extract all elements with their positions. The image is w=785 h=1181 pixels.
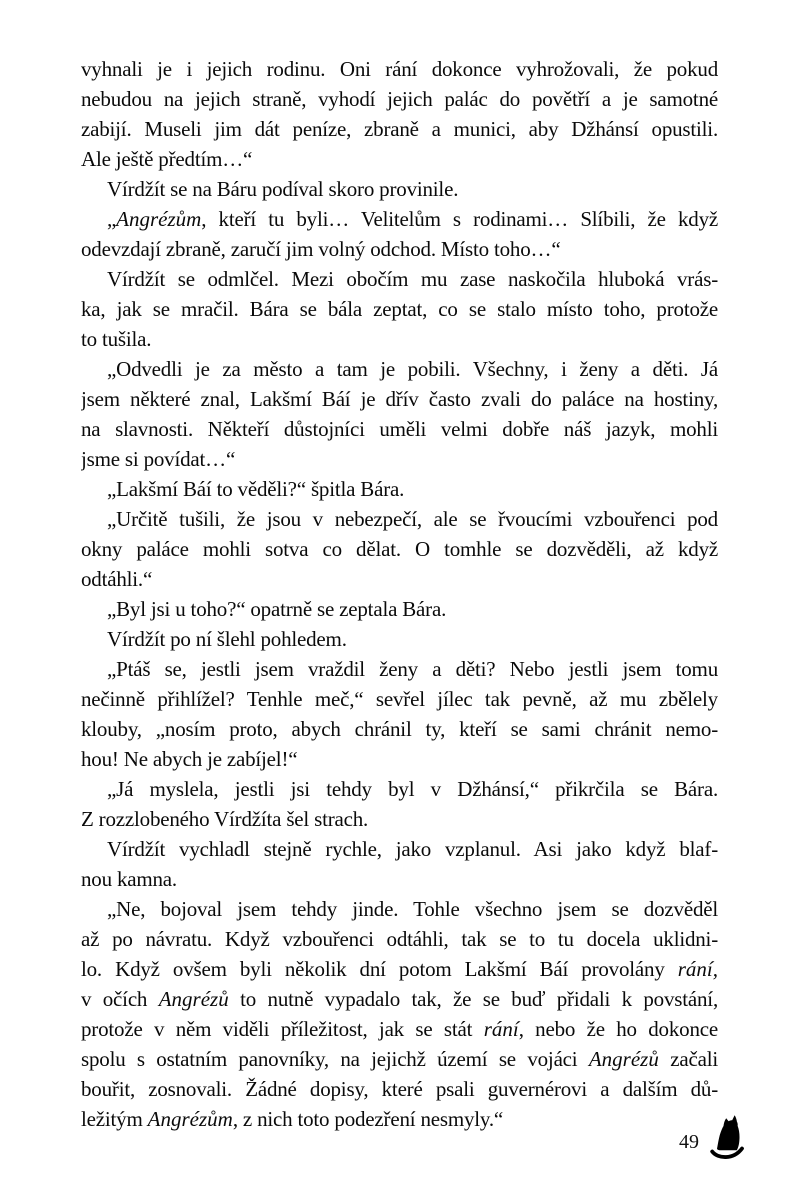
paragraph xyxy=(81,504,718,594)
text-line xyxy=(81,504,718,534)
paragraph xyxy=(81,774,718,834)
text-segment: na slavnosti. Někteří důstojníci uměli velmi dobře náš jazyk, mohli xyxy=(81,417,718,441)
text-line xyxy=(81,1014,718,1044)
paragraph xyxy=(81,594,718,624)
text-segment: odevzdají zbraně, zaručí jim volný odchod. Místo toho…“ xyxy=(81,237,561,261)
page-footer xyxy=(679,1112,745,1162)
text-line xyxy=(81,204,718,234)
text-line xyxy=(81,534,718,564)
text-segment: v očích xyxy=(81,987,159,1011)
text-segment: „Já myslela, jestli jsi tehdy byl v Džhánsí,“ přikrčila se Bára. xyxy=(107,777,718,801)
text-line xyxy=(81,894,718,924)
text-segment: „Určitě tušili, že jsou v nebezpečí, ale se řvoucími vzbouřenci pod xyxy=(107,507,718,531)
text-segment: ka, jak se mračil. Bára se bála zeptat, co se stalo místo toho, protože xyxy=(81,297,718,321)
text-segment: „Ptáš se, jestli jsem vraždil ženy a děti? Nebo jestli jsem tomu xyxy=(107,657,718,681)
text-segment: „Lakšmí Báí to věděli?“ špitla Bára. xyxy=(107,477,405,501)
paragraph xyxy=(81,354,718,474)
paragraph xyxy=(81,624,718,654)
text-segment: jsem některé znal, Lakšmí Báí je dřív často zvali do paláce na hostiny, xyxy=(81,387,718,411)
paragraph xyxy=(81,54,718,174)
text-segment: , z nich toto podezření nesmyly.“ xyxy=(232,1107,504,1131)
text-segment: lo. Když ovšem byli několik dní potom Lakšmí Báí provolány xyxy=(81,957,678,981)
text-line xyxy=(81,294,718,324)
text-line xyxy=(81,624,718,654)
text-segment: , nebo že ho dokonce xyxy=(518,1017,718,1041)
text-segment: odtáhli.“ xyxy=(81,567,153,591)
text-segment: Vírdžít vychladl stejně rychle, jako vzplanul. Asi jako když blaf- xyxy=(107,837,718,861)
text-line xyxy=(81,834,718,864)
text-line xyxy=(81,744,718,774)
text-line xyxy=(81,714,718,744)
text-line xyxy=(81,804,718,834)
cat-icon xyxy=(709,1114,745,1160)
paragraph xyxy=(81,474,718,504)
text-line xyxy=(81,954,718,984)
text-line xyxy=(81,414,718,444)
text-segment: vyhnali je i jejich rodinu. Oni rání dokonce vyhrožovali, že pokud xyxy=(81,57,718,81)
paragraph xyxy=(81,204,718,264)
paragraph xyxy=(81,834,718,894)
text-line xyxy=(81,594,718,624)
text-segment: bouřit, zosnovali. Žádné dopisy, které psali guvernérovi a dalším dů- xyxy=(81,1077,718,1101)
paragraph xyxy=(81,264,718,354)
italic-text: Angrézů xyxy=(158,987,229,1011)
text-segment: spolu s ostatním panovníky, na jejichž území se vojáci xyxy=(81,1047,589,1071)
text-line xyxy=(81,144,718,174)
paragraph xyxy=(81,174,718,204)
text-line xyxy=(81,354,718,384)
text-segment: „Odvedli je za město a tam je pobili. Všechny, i ženy a děti. Já xyxy=(107,357,718,381)
text-line xyxy=(81,84,718,114)
text-segment: Vírdžít se odmlčel. Mezi obočím mu zase naskočila hluboká vrás- xyxy=(107,267,718,291)
text-segment: Vírdžít po ní šlehl pohledem. xyxy=(107,627,347,651)
page-number: 49 xyxy=(679,1131,699,1153)
text-segment: začali xyxy=(658,1047,718,1071)
paragraph xyxy=(81,654,718,774)
text-segment: to nutně vypadalo tak, že se buď přidali k povstání, xyxy=(228,987,718,1011)
paragraph xyxy=(81,894,718,1134)
text-segment: to tušila. xyxy=(81,327,152,351)
text-line xyxy=(81,54,718,84)
text-line xyxy=(81,114,718,144)
text-segment: Ale ještě předtím…“ xyxy=(81,147,253,171)
text-line xyxy=(81,234,718,264)
text-segment: nebudou na jejich straně, vyhodí jejich palác do povětří a je samotné xyxy=(81,87,718,111)
text-segment: zabijí. Museli jim dát peníze, zbraně a munici, aby Džhánsí opustili. xyxy=(81,117,718,141)
text-segment: ležitým xyxy=(81,1107,148,1131)
text-segment: okny paláce mohli sotva co dělat. O tomhle se dozvěděli, až když xyxy=(81,537,718,561)
text-segment: „ xyxy=(107,207,117,231)
italic-text: rání, xyxy=(677,957,718,981)
text-line xyxy=(81,324,718,354)
text-line xyxy=(81,384,718,414)
text-segment: Vírdžít se na Báru podíval skoro provinile. xyxy=(107,177,459,201)
italic-text: Angrézům xyxy=(116,207,202,231)
text-line xyxy=(81,1074,718,1104)
text-segment: , kteří tu byli… Velitelům s rodinami… Slíbili, že když xyxy=(201,207,718,231)
text-line xyxy=(81,864,718,894)
text-line xyxy=(81,774,718,804)
text-line xyxy=(81,1044,718,1074)
text-line xyxy=(81,264,718,294)
text-segment: nou kamna. xyxy=(81,867,177,891)
text-segment: hou! Ne abych je zabíjel!“ xyxy=(81,747,298,771)
text-segment: Z rozzlobeného Vírdžíta šel strach. xyxy=(81,807,369,831)
text-line xyxy=(81,654,718,684)
italic-text: rání xyxy=(483,1017,519,1041)
text-line xyxy=(81,474,718,504)
text-segment: „Byl jsi u toho?“ opatrně se zeptala Bára. xyxy=(107,597,447,621)
text-segment: jsme si povídat…“ xyxy=(81,447,236,471)
italic-text: Angrézů xyxy=(588,1047,659,1071)
text-line xyxy=(81,444,718,474)
text-segment: protože v něm viděli příležitost, jak se stát xyxy=(81,1017,484,1041)
text-line xyxy=(81,1104,718,1134)
page-text xyxy=(81,54,718,1134)
text-line xyxy=(81,684,718,714)
text-segment: až po návratu. Když vzbouřenci odtáhli, tak se to tu docela uklidni- xyxy=(81,927,718,951)
text-segment: „Ne, bojoval jsem tehdy jinde. Tohle všechno jsem se dozvěděl xyxy=(107,897,718,921)
text-segment: nečinně přihlížel? Tenhle meč,“ sevřel jílec tak pevně, až mu zbělely xyxy=(81,687,718,711)
text-line xyxy=(81,174,718,204)
text-segment: klouby, „nosím proto, abych chránil ty, kteří se sami chránit nemo- xyxy=(81,717,718,741)
italic-text: Angrézům xyxy=(147,1107,233,1131)
text-line xyxy=(81,564,718,594)
text-line xyxy=(81,984,718,1014)
text-line xyxy=(81,924,718,954)
